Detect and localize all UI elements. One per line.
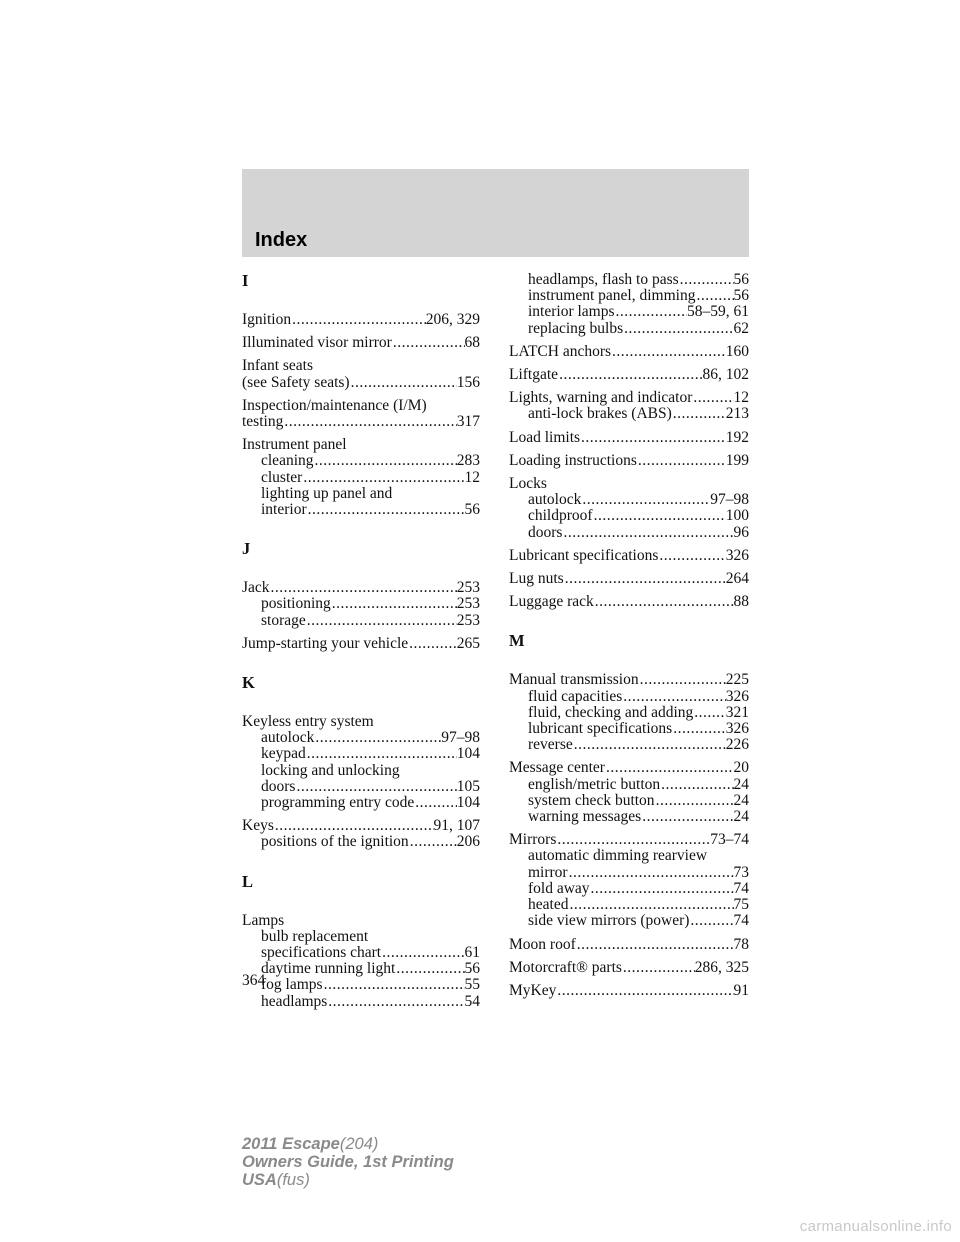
entry-page-ref: 206 bbox=[456, 833, 480, 851]
entry-page-ref: 97–98 bbox=[710, 491, 749, 509]
index-letter-heading: M bbox=[509, 631, 525, 651]
dot-leader bbox=[581, 492, 710, 508]
entry-term: Illuminated visor mirror bbox=[242, 334, 392, 352]
entry-term: Manual transmission bbox=[509, 671, 639, 689]
dot-leader bbox=[622, 960, 695, 976]
entry-page-ref: 253 bbox=[456, 595, 480, 613]
dot-leader bbox=[615, 304, 687, 320]
entry-term: Loading instructions bbox=[509, 451, 637, 469]
index-entry-row bbox=[242, 375, 480, 391]
entry-page-ref: 56 bbox=[733, 287, 749, 305]
index-entry bbox=[242, 580, 480, 629]
entry-page-ref: 253 bbox=[456, 579, 480, 597]
index-subentry-row bbox=[509, 721, 749, 737]
dot-leader bbox=[695, 288, 733, 304]
index-column-right bbox=[509, 272, 749, 999]
dot-leader bbox=[327, 994, 464, 1010]
entry-page-ref: 264 bbox=[725, 570, 749, 588]
index-subentry-row bbox=[509, 525, 749, 541]
entry-term: instrument panel, dimming bbox=[528, 287, 696, 305]
dot-leader bbox=[306, 613, 457, 629]
entry-page-ref: 91, 107 bbox=[433, 817, 480, 835]
index-entry bbox=[509, 960, 749, 976]
index-subentry-row bbox=[509, 272, 749, 288]
entry-term: Infant seats bbox=[242, 357, 314, 375]
footer-market: USA bbox=[242, 1171, 277, 1189]
dot-leader bbox=[395, 961, 464, 977]
entry-term: heated bbox=[528, 896, 569, 914]
entry-term: positioning bbox=[261, 595, 331, 613]
index-subentry-row bbox=[509, 304, 749, 320]
index-subentry-row bbox=[509, 793, 749, 809]
dot-leader bbox=[381, 945, 464, 961]
entry-term: side view mirrors (power) bbox=[528, 912, 690, 930]
index-subentry-row bbox=[509, 809, 749, 825]
dot-leader bbox=[568, 865, 734, 881]
dot-leader bbox=[679, 272, 734, 288]
entry-page-ref: 24 bbox=[733, 775, 749, 793]
entry-page-ref: 96 bbox=[733, 523, 749, 541]
entry-term: Instrument panel bbox=[242, 436, 347, 454]
index-subentry-row bbox=[242, 929, 480, 945]
entry-term: Moon roof bbox=[509, 935, 576, 953]
page-number: 364 bbox=[242, 972, 266, 989]
dot-leader bbox=[556, 832, 710, 848]
index-subentry-row bbox=[242, 596, 480, 612]
index-entry bbox=[509, 272, 749, 337]
index-entry bbox=[509, 760, 749, 825]
entry-term: cleaning bbox=[261, 452, 314, 470]
index-entry bbox=[242, 636, 480, 652]
entry-page-ref: 86, 102 bbox=[702, 366, 749, 384]
dot-leader bbox=[283, 414, 456, 430]
index-entry-row bbox=[242, 398, 480, 414]
footer-model: 2011 Escape bbox=[242, 1135, 340, 1153]
entry-page-ref: 104 bbox=[456, 794, 480, 812]
section-header-bar bbox=[242, 169, 749, 257]
dot-leader bbox=[637, 453, 726, 469]
entry-page-ref: 88 bbox=[733, 593, 749, 611]
entry-term: Lug nuts bbox=[509, 570, 564, 588]
entry-page-ref: 104 bbox=[456, 745, 480, 763]
entry-term: autolock bbox=[261, 729, 315, 747]
dot-leader bbox=[568, 897, 733, 913]
index-subentry-row bbox=[509, 777, 749, 793]
index-entry bbox=[242, 818, 480, 850]
dot-leader bbox=[409, 834, 457, 850]
entry-page-ref: 74 bbox=[733, 912, 749, 930]
dot-leader bbox=[306, 746, 457, 762]
entry-page-ref: 12 bbox=[464, 468, 480, 486]
entry-page-ref: 156 bbox=[456, 373, 480, 391]
entry-term: daytime running light bbox=[261, 960, 396, 978]
index-entry-row bbox=[509, 367, 749, 383]
index-entry-row bbox=[242, 358, 480, 374]
entry-term: Lamps bbox=[242, 911, 285, 929]
index-subentry-row bbox=[242, 945, 480, 961]
entry-term: keypad bbox=[261, 745, 306, 763]
entry-term: fold away bbox=[528, 879, 590, 897]
dot-leader bbox=[302, 470, 464, 486]
entry-page-ref: 73–74 bbox=[710, 831, 749, 849]
entry-term: locking and unlocking bbox=[261, 761, 400, 779]
index-entry-row bbox=[509, 760, 749, 776]
index-entry-row bbox=[242, 414, 480, 430]
entry-term: Motorcraft® parts bbox=[509, 958, 622, 976]
index-entry bbox=[509, 672, 749, 753]
entry-term: positions of the ignition bbox=[261, 833, 409, 851]
index-subentry-row bbox=[242, 834, 480, 850]
entry-term: headlamps bbox=[261, 992, 328, 1010]
entry-page-ref: 317 bbox=[456, 413, 480, 431]
dot-leader bbox=[623, 321, 733, 337]
entry-page-ref: 74 bbox=[733, 879, 749, 897]
entry-term: childproof bbox=[528, 507, 593, 525]
index-entry bbox=[509, 937, 749, 953]
index-subentry-row bbox=[509, 406, 749, 422]
document-footer bbox=[242, 1135, 454, 1189]
index-entry-row bbox=[242, 818, 480, 834]
entry-page-ref: 24 bbox=[733, 808, 749, 826]
entry-page-ref: 265 bbox=[456, 634, 480, 652]
entry-term: automatic dimming rearview bbox=[528, 847, 708, 865]
entry-page-ref: 75 bbox=[733, 896, 749, 914]
index-entry-row bbox=[509, 983, 749, 999]
dot-leader bbox=[594, 594, 734, 610]
dot-leader bbox=[291, 312, 426, 328]
index-subentry-row bbox=[242, 961, 480, 977]
dot-leader bbox=[392, 335, 465, 351]
dot-leader bbox=[580, 430, 726, 446]
index-entry bbox=[509, 548, 749, 564]
entry-term: (see Safety seats) bbox=[242, 373, 350, 391]
index-entry bbox=[242, 358, 480, 390]
dot-leader bbox=[331, 596, 457, 612]
index-entry-row bbox=[509, 571, 749, 587]
index-letter-heading: L bbox=[242, 871, 254, 891]
entry-term: lubricant specifications bbox=[528, 720, 673, 738]
entry-term: mirror bbox=[528, 863, 568, 881]
index-entry bbox=[242, 398, 480, 430]
index-subentry-row bbox=[509, 897, 749, 913]
entry-term: programming entry code bbox=[261, 794, 415, 812]
index-entry bbox=[509, 476, 749, 541]
index-subentry-row bbox=[509, 737, 749, 753]
entry-term: testing bbox=[242, 413, 284, 431]
index-subentry-row bbox=[509, 865, 749, 881]
dot-leader bbox=[605, 760, 734, 776]
entry-page-ref: 58–59, 61 bbox=[687, 303, 749, 321]
index-subentry-row bbox=[509, 913, 749, 929]
index-subentry-row bbox=[509, 881, 749, 897]
dot-leader bbox=[672, 406, 726, 422]
entry-page-ref: 61 bbox=[464, 944, 480, 962]
entry-page-ref: 225 bbox=[725, 671, 749, 689]
index-letter-heading: J bbox=[242, 539, 251, 559]
entry-page-ref: 326 bbox=[725, 687, 749, 705]
footer-market-code: (fus) bbox=[276, 1171, 310, 1189]
index-entry bbox=[509, 571, 749, 587]
index-entry bbox=[242, 714, 480, 811]
entry-page-ref: 253 bbox=[456, 611, 480, 629]
entry-term: lighting up panel and bbox=[261, 484, 393, 502]
entry-term: Inspection/maintenance (I/M) bbox=[242, 396, 427, 414]
index-entry-row bbox=[509, 937, 749, 953]
entry-page-ref: 226 bbox=[725, 736, 749, 754]
index-entry-row bbox=[509, 594, 749, 610]
entry-page-ref: 54 bbox=[464, 992, 480, 1010]
index-subentry-row bbox=[509, 492, 749, 508]
entry-page-ref: 24 bbox=[733, 791, 749, 809]
entry-term: warning messages bbox=[528, 808, 642, 826]
index-entry bbox=[509, 367, 749, 383]
index-letter-heading: K bbox=[242, 673, 255, 693]
entry-page-ref: 55 bbox=[464, 976, 480, 994]
entry-term: headlamps, flash to pass bbox=[528, 271, 679, 288]
entry-term: autolock bbox=[528, 491, 582, 509]
entry-term: doors bbox=[261, 777, 296, 795]
entry-term: english/metric button bbox=[528, 775, 661, 793]
dot-leader bbox=[564, 571, 726, 587]
entry-term: storage bbox=[261, 611, 306, 629]
entry-page-ref: 100 bbox=[725, 507, 749, 525]
index-entry bbox=[509, 344, 749, 360]
entry-page-ref: 321 bbox=[725, 703, 749, 721]
entry-page-ref: 326 bbox=[725, 720, 749, 738]
entry-term: Load limits bbox=[509, 428, 581, 446]
entry-term: LATCH anchors bbox=[509, 342, 612, 360]
entry-term: MyKey bbox=[509, 981, 557, 999]
dot-leader bbox=[556, 983, 733, 999]
entry-term: fluid capacities bbox=[528, 687, 623, 705]
index-entry bbox=[509, 832, 749, 929]
entry-term: bulb replacement bbox=[261, 927, 369, 945]
index-entry bbox=[509, 453, 749, 469]
footer-model-code: (204) bbox=[339, 1135, 379, 1153]
index-entry-row bbox=[509, 430, 749, 446]
dot-leader bbox=[314, 730, 441, 746]
index-subentry-row bbox=[242, 779, 480, 795]
index-entry-row bbox=[509, 548, 749, 564]
dot-leader bbox=[414, 795, 457, 811]
dot-leader bbox=[689, 913, 733, 929]
entry-term: interior bbox=[261, 501, 307, 519]
index-subentry-row bbox=[509, 288, 749, 304]
dot-leader bbox=[660, 777, 733, 793]
index-entry-row bbox=[242, 636, 480, 652]
dot-leader bbox=[295, 779, 456, 795]
entry-term: Message center bbox=[509, 759, 605, 777]
index-entry bbox=[242, 437, 480, 518]
entry-page-ref: 286, 325 bbox=[694, 958, 749, 976]
section-title: Index bbox=[255, 229, 308, 251]
dot-leader bbox=[611, 344, 726, 360]
entry-page-ref: 56 bbox=[464, 501, 480, 519]
entry-term: system check button bbox=[528, 791, 655, 809]
dot-leader bbox=[658, 548, 725, 564]
entry-page-ref: 56 bbox=[733, 271, 749, 288]
entry-term: interior lamps bbox=[528, 303, 615, 321]
entry-term: reverse bbox=[528, 736, 573, 754]
entry-page-ref: 199 bbox=[725, 451, 749, 469]
dot-leader bbox=[558, 367, 702, 383]
index-subentry-row bbox=[242, 730, 480, 746]
dot-leader bbox=[562, 525, 733, 541]
index-column-left bbox=[242, 272, 480, 1010]
entry-term: cluster bbox=[261, 468, 303, 486]
entry-term: Jack bbox=[242, 579, 270, 597]
entry-term: anti-lock brakes (ABS) bbox=[528, 405, 672, 423]
index-entry-row bbox=[509, 390, 749, 406]
entry-page-ref: 97–98 bbox=[441, 729, 480, 747]
entry-page-ref: 206, 329 bbox=[425, 311, 480, 328]
index-entry bbox=[242, 913, 480, 1010]
entry-term: doors bbox=[528, 523, 563, 541]
entry-page-ref: 326 bbox=[725, 546, 749, 564]
dot-leader bbox=[323, 977, 465, 993]
dot-leader bbox=[270, 580, 457, 596]
entry-term: Lights, warning and indicator bbox=[509, 389, 693, 407]
dot-leader bbox=[573, 737, 726, 753]
watermark: carmanualsonline.info bbox=[799, 1218, 952, 1235]
entry-term: replacing bulbs bbox=[528, 319, 624, 337]
entry-term: Ignition bbox=[242, 311, 292, 328]
index-subentry-row bbox=[242, 502, 480, 518]
entry-page-ref: 105 bbox=[456, 777, 480, 795]
index-entry-row bbox=[509, 453, 749, 469]
dot-leader bbox=[314, 453, 457, 469]
entry-page-ref: 160 bbox=[725, 342, 749, 360]
index-subentry-row bbox=[509, 508, 749, 524]
entry-term: Mirrors bbox=[509, 831, 557, 849]
index-subentry-row bbox=[242, 795, 480, 811]
dot-leader bbox=[655, 793, 734, 809]
index-subentry-row bbox=[242, 746, 480, 762]
dot-leader bbox=[274, 818, 434, 834]
index-entry-row bbox=[509, 672, 749, 688]
entry-term: Lubricant specifications bbox=[509, 546, 659, 564]
index-entry-row bbox=[509, 960, 749, 976]
index-entry-row bbox=[509, 832, 749, 848]
index-subentry-row bbox=[242, 763, 480, 779]
entry-page-ref: 62 bbox=[733, 319, 749, 337]
dot-leader bbox=[408, 636, 457, 652]
index-entry bbox=[509, 430, 749, 446]
index-subentry-row bbox=[242, 994, 480, 1010]
index-entry bbox=[509, 594, 749, 610]
index-entry bbox=[509, 390, 749, 422]
dot-leader bbox=[307, 502, 465, 518]
dot-leader bbox=[639, 672, 726, 688]
index-subentry-row bbox=[242, 470, 480, 486]
entry-term: Jump-starting your vehicle bbox=[242, 634, 409, 652]
index-letter-heading: I bbox=[242, 271, 249, 290]
index-subentry-row bbox=[242, 977, 480, 993]
entry-page-ref: 56 bbox=[464, 960, 480, 978]
index-entry bbox=[509, 983, 749, 999]
entry-term: Liftgate bbox=[509, 366, 559, 384]
dot-leader bbox=[692, 390, 733, 406]
entry-page-ref: 12 bbox=[733, 389, 749, 407]
entry-term: specifications chart bbox=[261, 944, 382, 962]
entry-term: Keys bbox=[242, 817, 274, 835]
entry-page-ref: 192 bbox=[725, 428, 749, 446]
index-entry-row bbox=[242, 335, 480, 351]
entry-term: fog lamps bbox=[261, 976, 323, 994]
dot-leader bbox=[641, 809, 733, 825]
index-entry-row bbox=[242, 714, 480, 730]
dot-leader bbox=[590, 881, 734, 897]
footer-edition: Owners Guide, 1st Printing bbox=[242, 1153, 454, 1171]
index-subentry-row bbox=[509, 689, 749, 705]
index-subentry-row bbox=[509, 705, 749, 721]
entry-page-ref: 213 bbox=[725, 405, 749, 423]
entry-term: Locks bbox=[509, 475, 547, 493]
entry-term: Keyless entry system bbox=[242, 713, 374, 731]
dot-leader bbox=[593, 508, 726, 524]
index-subentry-row bbox=[509, 848, 749, 864]
index-subentry-row bbox=[242, 453, 480, 469]
entry-term: fluid, checking and adding bbox=[528, 703, 694, 721]
entry-page-ref: 78 bbox=[733, 935, 749, 953]
index-entry-row bbox=[242, 312, 480, 328]
dot-leader bbox=[576, 937, 734, 953]
entry-page-ref: 91 bbox=[733, 981, 749, 999]
index-entry-row bbox=[509, 476, 749, 492]
entry-page-ref: 68 bbox=[464, 334, 480, 352]
index-entry bbox=[242, 335, 480, 351]
dot-leader bbox=[672, 721, 726, 737]
index-entry-row bbox=[242, 437, 480, 453]
index-entry-row bbox=[242, 913, 480, 929]
dot-leader bbox=[622, 689, 726, 705]
index-entry bbox=[242, 312, 480, 328]
index-subentry-row bbox=[242, 486, 480, 502]
entry-page-ref: 20 bbox=[733, 759, 749, 777]
entry-term: Luggage rack bbox=[509, 593, 594, 611]
index-entry-row bbox=[242, 580, 480, 596]
entry-page-ref: 283 bbox=[456, 452, 480, 470]
index-subentry-row bbox=[509, 321, 749, 337]
index-subentry-row bbox=[242, 613, 480, 629]
dot-leader bbox=[350, 375, 457, 391]
dot-leader bbox=[693, 705, 725, 721]
index-entry-row bbox=[509, 344, 749, 360]
entry-page-ref: 73 bbox=[733, 863, 749, 881]
